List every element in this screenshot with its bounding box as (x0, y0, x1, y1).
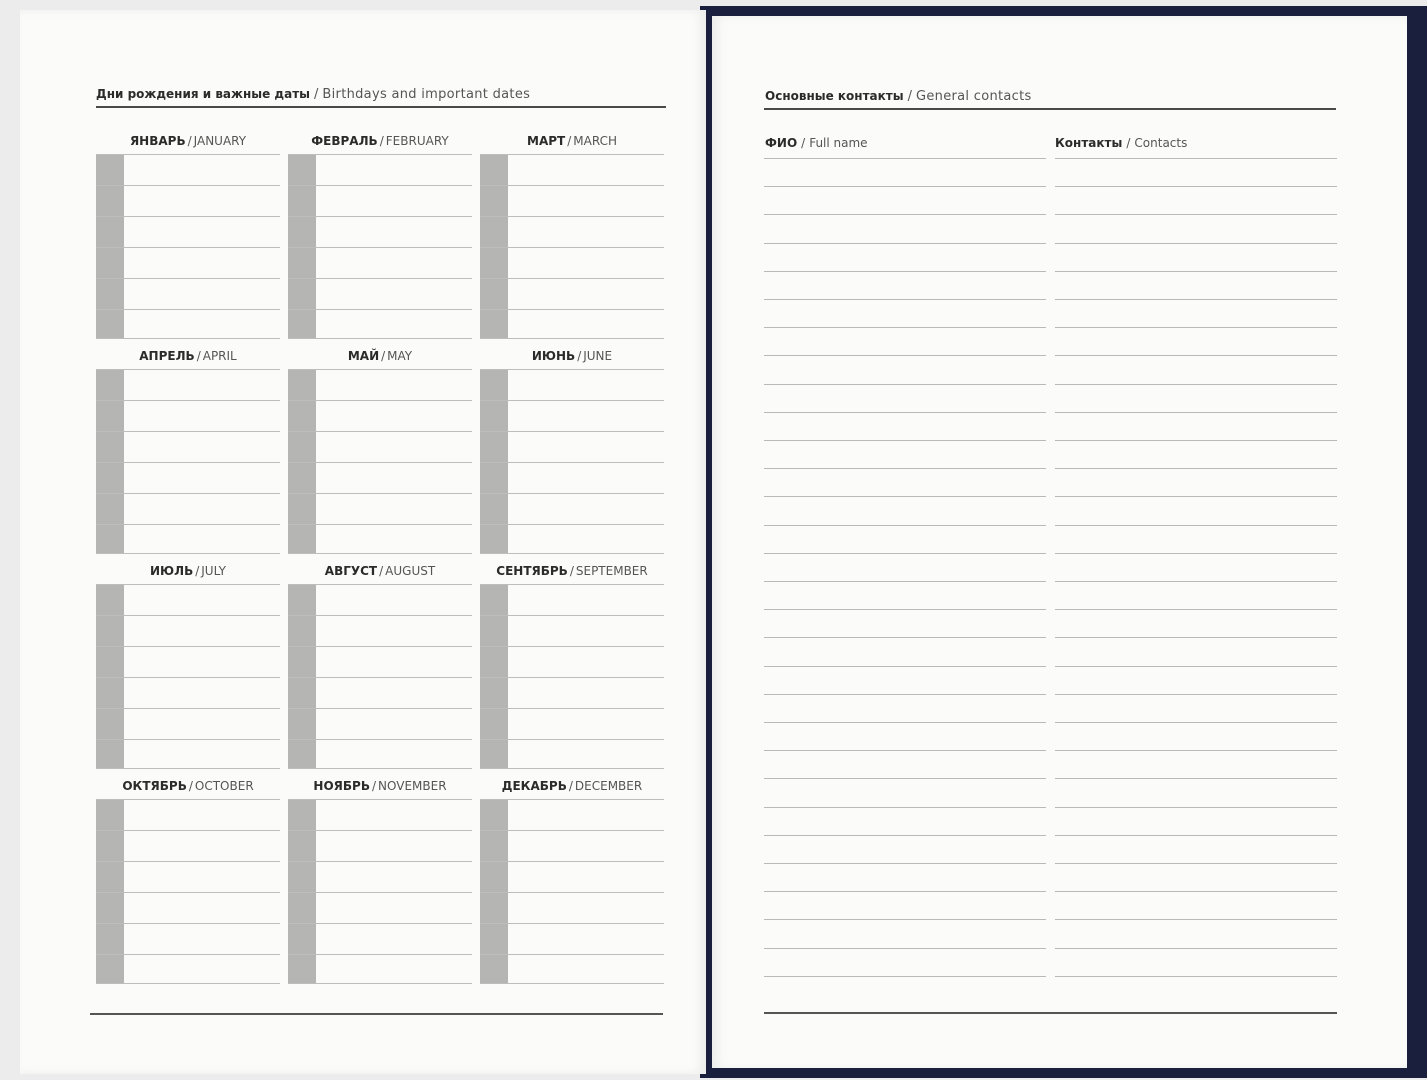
column-full-name-ru: ФИО (765, 136, 798, 150)
writing-line (480, 369, 664, 370)
contact-line (1055, 807, 1337, 808)
writing-line (96, 830, 280, 831)
month-block (96, 560, 280, 774)
writing-line (288, 278, 472, 279)
contact-line (1055, 722, 1337, 723)
writing-line (480, 861, 664, 862)
contact-line (1055, 214, 1337, 215)
contact-line (1055, 581, 1337, 582)
contact-line (764, 186, 1046, 187)
month-name-en: JANUARY (193, 134, 247, 148)
contact-line (764, 948, 1046, 949)
contact-line (764, 299, 1046, 300)
month-writing-area (288, 154, 472, 339)
month-separator: / (372, 779, 377, 793)
month-title (288, 560, 472, 582)
contact-line (764, 158, 1046, 159)
month-title (288, 130, 472, 152)
writing-line (480, 524, 664, 525)
month-block (480, 775, 664, 989)
month-separator: / (195, 564, 200, 578)
writing-line (288, 553, 472, 554)
contacts-header-en: General contacts (915, 89, 1032, 104)
writing-line (480, 892, 664, 893)
contact-line (1055, 525, 1337, 526)
contact-line (1055, 412, 1337, 413)
month-block (288, 345, 472, 559)
month-title (288, 775, 472, 797)
writing-line (288, 615, 472, 616)
writing-line (480, 799, 664, 800)
writing-line (480, 309, 664, 310)
contact-line (764, 807, 1046, 808)
contact-line (764, 440, 1046, 441)
birthdays-header-en: Birthdays and important dates (322, 87, 531, 102)
writing-line (96, 799, 280, 800)
contact-line (764, 835, 1046, 836)
writing-line (96, 185, 280, 186)
month-writing-area (480, 369, 664, 554)
writing-line (480, 493, 664, 494)
writing-line (480, 553, 664, 554)
writing-line (96, 553, 280, 554)
right-page (712, 16, 1407, 1068)
month-block (480, 560, 664, 774)
writing-line (96, 309, 280, 310)
writing-line (480, 677, 664, 678)
contact-line (1055, 835, 1337, 836)
month-name-ru: АПРЕЛЬ (139, 349, 195, 363)
writing-line (288, 309, 472, 310)
contact-line (1055, 299, 1337, 300)
writing-line (480, 278, 664, 279)
month-separator: / (187, 134, 192, 148)
column-full-name (765, 136, 868, 150)
month-block (96, 345, 280, 559)
writing-line (96, 615, 280, 616)
contact-line (764, 243, 1046, 244)
writing-line (96, 983, 280, 984)
column-separator: / (801, 136, 806, 150)
contact-line (1055, 778, 1337, 779)
month-separator: / (577, 349, 582, 363)
writing-line (480, 923, 664, 924)
writing-line (96, 892, 280, 893)
month-name-en: JUNE (583, 349, 613, 363)
contact-line (1055, 440, 1337, 441)
column-separator: / (1126, 136, 1131, 150)
month-writing-area (288, 369, 472, 554)
contact-line (764, 637, 1046, 638)
contact-line (764, 609, 1046, 610)
writing-line (480, 983, 664, 984)
month-separator: / (379, 134, 384, 148)
writing-line (480, 216, 664, 217)
contacts-header-ru: Основные контакты (765, 89, 904, 103)
month-separator: / (381, 349, 386, 363)
writing-line (288, 892, 472, 893)
writing-line (480, 739, 664, 740)
contact-line (764, 666, 1046, 667)
contact-line (764, 327, 1046, 328)
contact-line (1055, 271, 1337, 272)
writing-line (480, 154, 664, 155)
writing-line (96, 923, 280, 924)
writing-line (288, 462, 472, 463)
writing-line (480, 247, 664, 248)
month-name-ru: МАЙ (347, 349, 380, 363)
month-title (96, 130, 280, 152)
contact-line (764, 525, 1046, 526)
month-separator: / (569, 564, 574, 578)
contact-line (764, 581, 1046, 582)
writing-line (288, 524, 472, 525)
contact-line (1055, 355, 1337, 356)
month-name-en: APRIL (202, 349, 237, 363)
writing-line (288, 799, 472, 800)
month-name-ru: НОЯБРЬ (313, 779, 370, 793)
month-writing-area (96, 584, 280, 769)
month-name-en: OCTOBER (194, 779, 254, 793)
month-name-ru: ИЮЛЬ (149, 564, 194, 578)
month-writing-area (288, 584, 472, 769)
writing-line (288, 677, 472, 678)
month-name-en: FEBRUARY (385, 134, 449, 148)
contact-line (764, 553, 1046, 554)
column-full-name-en: Full name (809, 136, 868, 150)
writing-line (96, 462, 280, 463)
contact-line (1055, 948, 1337, 949)
month-name-en: MARCH (573, 134, 617, 148)
month-writing-area (96, 154, 280, 339)
contact-line (764, 976, 1046, 977)
contact-line (764, 919, 1046, 920)
contacts-header (765, 89, 1032, 104)
contact-line (1055, 468, 1337, 469)
month-name-ru: АВГУСТ (324, 564, 378, 578)
contact-line (1055, 186, 1337, 187)
header-rule (96, 106, 666, 108)
contact-line (764, 412, 1046, 413)
month-separator: / (379, 564, 384, 578)
month-block (480, 130, 664, 344)
writing-line (96, 431, 280, 432)
writing-line (480, 615, 664, 616)
contact-line (764, 271, 1046, 272)
writing-line (288, 216, 472, 217)
writing-line (480, 768, 664, 769)
contact-line (1055, 750, 1337, 751)
writing-line (480, 708, 664, 709)
month-title (96, 775, 280, 797)
month-name-ru: ФЕВРАЛЬ (311, 134, 378, 148)
writing-line (288, 954, 472, 955)
writing-line (288, 369, 472, 370)
writing-line (288, 861, 472, 862)
month-title (480, 345, 664, 367)
column-contacts-en: Contacts (1134, 136, 1188, 150)
contact-line (764, 468, 1046, 469)
writing-line (288, 708, 472, 709)
writing-line (96, 677, 280, 678)
writing-line (288, 983, 472, 984)
writing-line (288, 431, 472, 432)
month-block (288, 560, 472, 774)
month-block (96, 775, 280, 989)
month-name-ru: СЕНТЯБРЬ (496, 564, 568, 578)
writing-line (288, 185, 472, 186)
month-name-en: SEPTEMBER (575, 564, 648, 578)
contact-line (1055, 327, 1337, 328)
writing-line (288, 646, 472, 647)
month-separator: / (568, 779, 573, 793)
writing-line (480, 185, 664, 186)
contact-line (764, 384, 1046, 385)
month-name-en: JULY (201, 564, 227, 578)
contact-line (1055, 384, 1337, 385)
writing-line (96, 584, 280, 585)
month-writing-area (480, 799, 664, 984)
column-contacts-ru: Контакты (1055, 136, 1123, 150)
writing-line (480, 584, 664, 585)
contact-line (764, 694, 1046, 695)
month-writing-area (480, 584, 664, 769)
bottom-rule (764, 1012, 1337, 1014)
month-block (288, 775, 472, 989)
contact-line (1055, 553, 1337, 554)
month-separator: / (567, 134, 572, 148)
contact-line (764, 750, 1046, 751)
writing-line (480, 954, 664, 955)
contact-line (1055, 919, 1337, 920)
contact-line (764, 722, 1046, 723)
month-name-ru: ДЕКАБРЬ (501, 779, 567, 793)
header-rule (764, 108, 1336, 110)
month-name-en: NOVEMBER (378, 779, 447, 793)
contact-line (1055, 863, 1337, 864)
writing-line (288, 830, 472, 831)
month-block (480, 345, 664, 559)
writing-line (288, 400, 472, 401)
contact-line (1055, 496, 1337, 497)
birthdays-header (96, 87, 530, 102)
contact-line (1055, 609, 1337, 610)
month-name-en: MAY (387, 349, 413, 363)
writing-line (480, 830, 664, 831)
month-block (96, 130, 280, 344)
month-title (96, 345, 280, 367)
writing-line (96, 247, 280, 248)
writing-line (96, 861, 280, 862)
contact-line (1055, 891, 1337, 892)
writing-line (288, 493, 472, 494)
contact-line (764, 778, 1046, 779)
writing-line (96, 278, 280, 279)
contact-line (1055, 243, 1337, 244)
month-title (288, 345, 472, 367)
birthdays-header-ru: Дни рождения и важные даты (96, 87, 311, 101)
month-name-en: DECEMBER (574, 779, 643, 793)
header-separator: / (314, 87, 319, 102)
writing-line (480, 646, 664, 647)
contact-line (764, 214, 1046, 215)
contact-line (1055, 637, 1337, 638)
writing-line (480, 431, 664, 432)
month-title (480, 130, 664, 152)
writing-line (288, 584, 472, 585)
month-name-ru: ИЮНЬ (531, 349, 576, 363)
writing-line (96, 739, 280, 740)
contact-line (1055, 158, 1337, 159)
left-page (20, 10, 706, 1074)
month-name-en: AUGUST (385, 564, 436, 578)
month-block (288, 130, 472, 344)
writing-line (96, 369, 280, 370)
writing-line (288, 768, 472, 769)
writing-line (96, 216, 280, 217)
writing-line (96, 708, 280, 709)
month-writing-area (96, 369, 280, 554)
contact-line (764, 496, 1046, 497)
month-writing-area (96, 799, 280, 984)
month-separator: / (188, 779, 193, 793)
contact-line (1055, 694, 1337, 695)
writing-line (96, 338, 280, 339)
contact-line (1055, 976, 1337, 977)
writing-line (480, 462, 664, 463)
bottom-rule (90, 1013, 663, 1015)
writing-line (96, 154, 280, 155)
month-writing-area (288, 799, 472, 984)
writing-line (288, 923, 472, 924)
writing-line (288, 338, 472, 339)
writing-line (96, 400, 280, 401)
header-separator: / (907, 89, 912, 104)
writing-line (288, 154, 472, 155)
writing-line (480, 338, 664, 339)
contact-line (764, 863, 1046, 864)
month-writing-area (480, 154, 664, 339)
writing-line (96, 768, 280, 769)
writing-line (96, 954, 280, 955)
writing-line (288, 247, 472, 248)
writing-line (96, 646, 280, 647)
writing-line (96, 493, 280, 494)
writing-line (288, 739, 472, 740)
contact-line (1055, 666, 1337, 667)
month-title (96, 560, 280, 582)
month-name-ru: ОКТЯБРЬ (122, 779, 187, 793)
writing-line (96, 524, 280, 525)
month-separator: / (196, 349, 201, 363)
month-name-ru: ЯНВАРЬ (129, 134, 186, 148)
month-title (480, 775, 664, 797)
month-title (480, 560, 664, 582)
writing-line (480, 400, 664, 401)
month-name-ru: МАРТ (527, 134, 566, 148)
contact-line (764, 355, 1046, 356)
column-contacts (1055, 136, 1187, 150)
contact-line (764, 891, 1046, 892)
